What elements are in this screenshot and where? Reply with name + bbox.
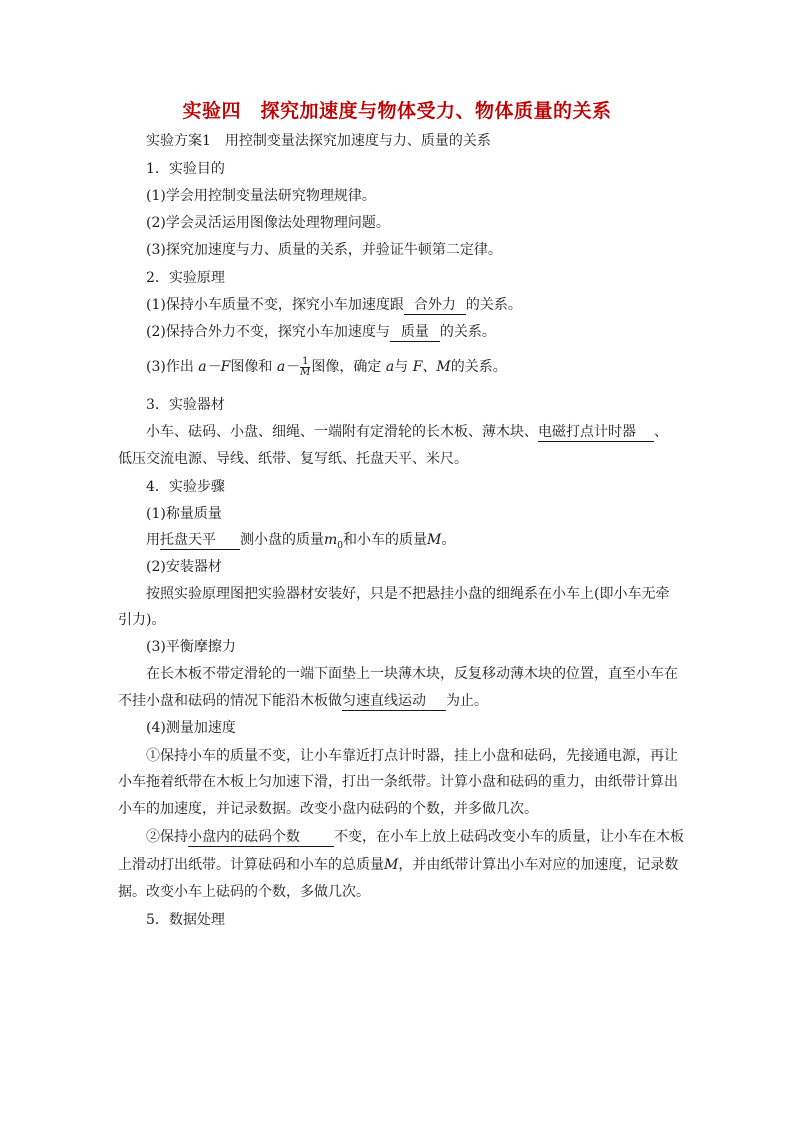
principle-2-blank-answer: 质量 [390,324,440,342]
principle-1-text: (1)保持小车质量不变，探究小车加速度跟 [146,297,404,313]
section-2-heading: 2．实验原理 [146,270,225,286]
step-3-heading: (3)平衡摩擦力 [146,639,236,655]
step-2-text-line-1: 按照实验原理图把实验器材安装好，只是不把悬挂小盘的细绳系在小车上(即小车无牵 [146,586,670,602]
step-4b-pre: ②保持 [146,829,188,845]
step-4b-line-1 [146,827,684,847]
principle-3-text-i: 的关系。 [450,359,507,375]
fraction-denominator: M [300,366,311,378]
principle-3-text-c: 图像和 [230,359,273,375]
section-1-heading: 1．实验目的 [146,161,225,177]
principle-3-text-e: 图像，确定 [311,359,382,375]
purpose-item-1: (1)学会用控制变量法研究物理规律。 [146,188,376,204]
section-3-heading: 3．实验器材 [146,397,225,413]
step-1-and: 和小车的质量 [343,532,428,548]
equipment-line-2: 低压交流电源、导线、纸带、复写纸、托盘天平、米尺。 [118,451,468,467]
step-3-blank-answer: 匀速直线运动 [342,693,446,711]
step-3-text-line-1: 在长木板不带定滑轮的一端下面垫上一块薄木块，反复移动薄木块的位置，直至小车在 [146,666,678,682]
principle-2-text: (2)保持合外力不变，探究小车加速度与 [146,324,390,340]
principle-3-F-M: F、M [412,359,451,375]
principle-1-blank-answer: 合外力 [404,297,466,315]
principle-item-1 [146,295,522,315]
principle-3-a: a [385,359,395,375]
step-2-text-line-2: 引力)。 [118,612,166,628]
step-1-end: 。 [441,532,456,548]
fraction-numerator: 1 [302,355,309,367]
principle-item-2 [146,322,496,342]
purpose-item-3: (3)探究加速度与力、质量的关系，并验证牛顿第二定律。 [146,242,502,258]
plan-heading: 实验方案1 用控制变量法探究加速度与力、质量的关系 [146,133,491,149]
step-4-heading: (4)测量加速度 [146,720,236,736]
step-4a-line-3: 小车的加速度，并记录数据。改变小盘内砝码的个数，并多做几次。 [118,801,538,817]
total-mass-M-symbol: M [384,857,399,873]
purpose-item-2: (2)学会灵活运用图像法处理物理问题。 [146,215,390,231]
section-5-heading: 5．数据处理 [146,912,225,928]
step-4b-line-3: 据。改变小车上砝码的个数，多做几次。 [118,884,370,900]
step-1-heading: (1)称量质量 [146,506,222,522]
step-3-post: 为止。 [446,693,488,709]
principle-3-text-g: 与 [394,359,409,375]
step-4b-l2-pre: 上滑动打出纸带。计算砝码和小车的总质量 [118,857,384,873]
principle-3-text-a: (3)作出 [146,359,194,375]
equipment-line-1 [146,422,668,442]
step-3-text-line-2 [118,691,488,711]
step-1-text [146,530,455,556]
step-3-pre: 不挂小盘和砝码的情况下能沿木板做 [118,693,342,709]
step-4a-line-1: ①保持小车的质量不变，让小车靠近打点计时器，挂上小盘和砝码，先接通电源，再让 [146,748,678,764]
equipment-text: 小车、砝码、小盘、细绳、一端附有定滑轮的长木板、薄木块、 [146,424,538,440]
principle-2-tail: 的关系。 [439,324,496,340]
mass-m0-subscript: 0 [337,540,344,551]
step-4b-line-2 [118,855,678,875]
step-1-pre: 用 [146,532,160,548]
principle-item-3 [146,354,507,380]
step-1-blank-answer: 托盘天平 [160,532,240,550]
mass-m0-symbol: m [324,532,338,548]
step-4b-l2-post: ，并由纸带计算出小车对应的加速度，记录数 [398,857,679,873]
equipment-blank-answer: 电磁打点计时器 [538,424,654,442]
mass-M-symbol: M [427,532,442,548]
page-title: 实验四 探究加速度与物体受力、物体质量的关系 [182,100,612,122]
equipment-comma: 、 [654,424,668,440]
one-over-M-fraction [300,357,310,378]
step-2-heading: (2)安装器材 [146,559,222,575]
principle-3-a-minus: a－ [276,359,300,375]
principle-3-a-F: a－F [198,359,231,375]
section-4-heading: 4．实验步骤 [146,479,225,495]
step-1-mid: 测小盘的质量 [240,532,324,548]
step-4b-blank-answer: 小盘内的砝码个数 [188,829,334,847]
step-4b-post: 不变，在小车上放上砝码改变小车的质量，让小车在木板 [334,829,684,845]
step-4a-line-2: 小车拖着纸带在木板上匀加速下滑，打出一条纸带。计算小盘和砝码的重力，由纸带计算出 [118,774,678,790]
principle-1-tail: 的关系。 [465,297,522,313]
